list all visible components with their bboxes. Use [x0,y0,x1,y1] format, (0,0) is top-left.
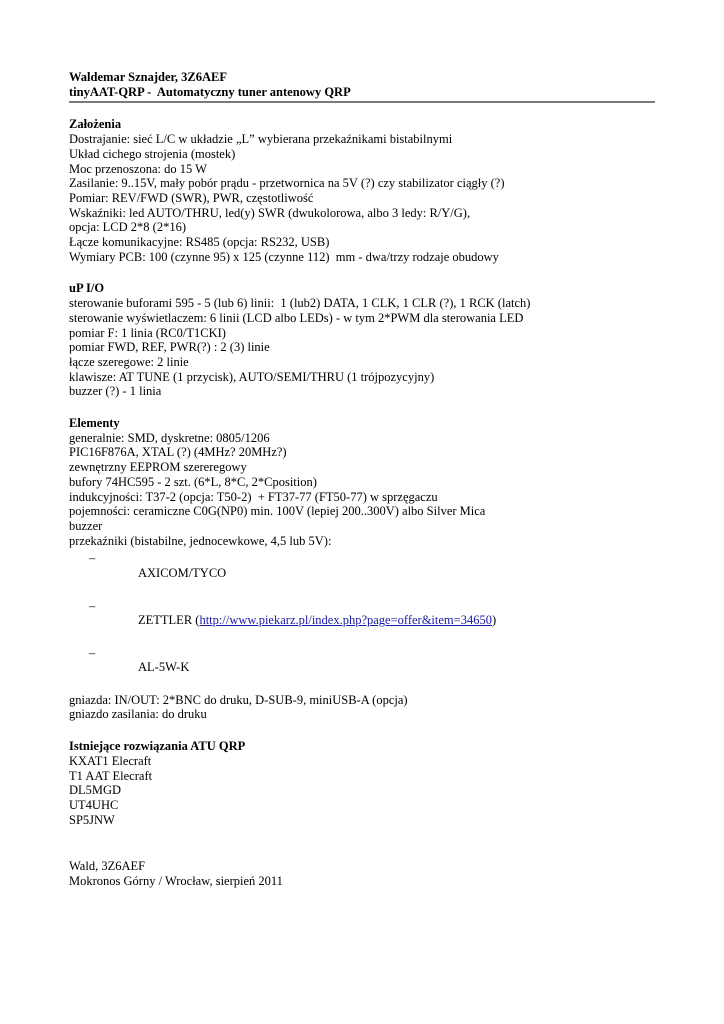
zalozenia-line: Wymiary PCB: 100 (czynne 95) x 125 (czynne 112) mm - dwa/trzy rodzaje obudowy [69,249,499,264]
section-title-up-io: uP I/O [69,281,105,296]
section-title-istniejace: Istniejące rozwiązania ATU QRP [69,739,246,754]
istniejace-line: SP5JNW [69,812,115,827]
zalozenia-line: Zasilanie: 9..15V, mały pobór prądu - przetwornica na 5V (?) czy stabilizator ciągły (?) [69,176,505,191]
relay-item-label: AL-5W-K [138,660,190,675]
document-title: tinyAAT-QRP - Automatyczny tuner antenowy QRP [69,84,351,99]
up-io-line: sterowanie wyświetlaczem: 6 linii (LCD albo LEDs) - w tym 2*PWM dla sterowania LED [69,310,524,325]
zalozenia-line: Dostrajanie: sieć L/C w układzie „L” wybierana przekaźnikami bistabilnymi [69,132,453,147]
signature-name: Wald, 3Z6AEF [69,859,146,874]
dash-bullet: – [89,645,96,660]
elementy-line: generalnie: SMD, dyskretne: 0805/1206 [69,430,270,445]
up-io-line: klawisze: AT TUNE (1 przycisk), AUTO/SEMI/THRU (1 trójpozycyjny) [69,369,435,384]
zalozenia-line: Pomiar: REV/FWD (SWR), PWR, częstotliwość [69,190,314,205]
section-title-elementy: Elementy [69,416,120,431]
dash-bullet: – [89,551,96,566]
section-up-io [69,281,659,399]
dash-bullet: – [89,598,96,613]
elementy-line: przekaźniki (bistabilne, jednocewkowe, 4,5 lub 5V): [69,533,332,548]
list-item [69,646,659,690]
elementy-line: bufory 74HC595 - 2 szt. (6*L, 8*C, 2*Cposition) [69,474,317,489]
document-header [69,70,659,103]
up-io-line: pomiar FWD, REF, PWR(?) : 2 (3) linie [69,340,270,355]
list-item [69,599,659,643]
relay-item-suffix: ) [491,613,497,628]
zalozenia-line: Układ cichego strojenia (mostek) [69,146,236,161]
list-item [69,551,659,595]
up-io-line: pomiar F: 1 linia (RC0/T1CKI) [69,325,226,340]
up-io-line: buzzer (?) - 1 linia [69,384,162,399]
section-istniejace [69,739,659,827]
piekarz-link[interactable]: http://www.piekarz.pl/index.php?page=offer&item=34650 [199,613,492,628]
elementy-line: pojemności: ceramiczne C0G(NP0) min. 100V (lepiej 200..300V) albo Silver Mica [69,504,486,519]
signature-place-date: Mokronos Górny / Wrocław, sierpień 2011 [69,874,283,889]
up-io-line: łącze szeregowe: 2 linie [69,354,189,369]
section-title-zalozenia: Założenia [69,117,122,132]
istniejace-line: DL5MGD [69,783,122,798]
elementy-line: zewnętrzny EEPROM szereregowy [69,460,247,475]
elementy-line: gniazdo zasilania: do druku [69,707,207,722]
author-line: Waldemar Sznajder, 3Z6AEF [69,70,227,84]
document-page [69,70,659,889]
elementy-line: gniazda: IN/OUT: 2*BNC do druku, D-SUB-9, miniUSB-A (opcja) [69,692,408,707]
zalozenia-line: Wskaźniki: led AUTO/THRU, led(y) SWR (dwukolorowa, albo 3 ledy: R/Y/G), [69,205,471,220]
section-elementy [69,416,659,722]
elementy-line: indukcyjności: T37-2 (opcja: T50-2) + FT37-77 (FT50-77) w sprzęgaczu [69,489,438,504]
signature-block [69,859,659,888]
elementy-line: buzzer [69,518,103,533]
istniejace-line: UT4UHC [69,797,119,812]
header-rule [69,101,655,103]
istniejace-line: KXAT1 Elecraft [69,753,152,768]
up-io-line: sterowanie buforami 595 - 5 (lub 6) linii: 1 (lub2) DATA, 1 CLK, 1 CLR (?), 1 RCK (latch) [69,296,531,311]
section-zalozenia [69,117,659,264]
zalozenia-line: Łącze komunikacyjne: RS485 (opcja: RS232, USB) [69,235,330,250]
zalozenia-line: Moc przenoszona: do 15 W [69,161,207,176]
istniejace-line: T1 AAT Elecraft [69,768,153,783]
relay-item-prefix: ZETTLER ( [138,613,200,628]
zalozenia-line: opcja: LCD 2*8 (2*16) [69,220,186,235]
relay-item-label: AXICOM/TYCO [138,566,227,581]
elementy-line: PIC16F876A, XTAL (?) (4MHz? 20MHz?) [69,445,287,460]
relay-list [69,551,659,689]
